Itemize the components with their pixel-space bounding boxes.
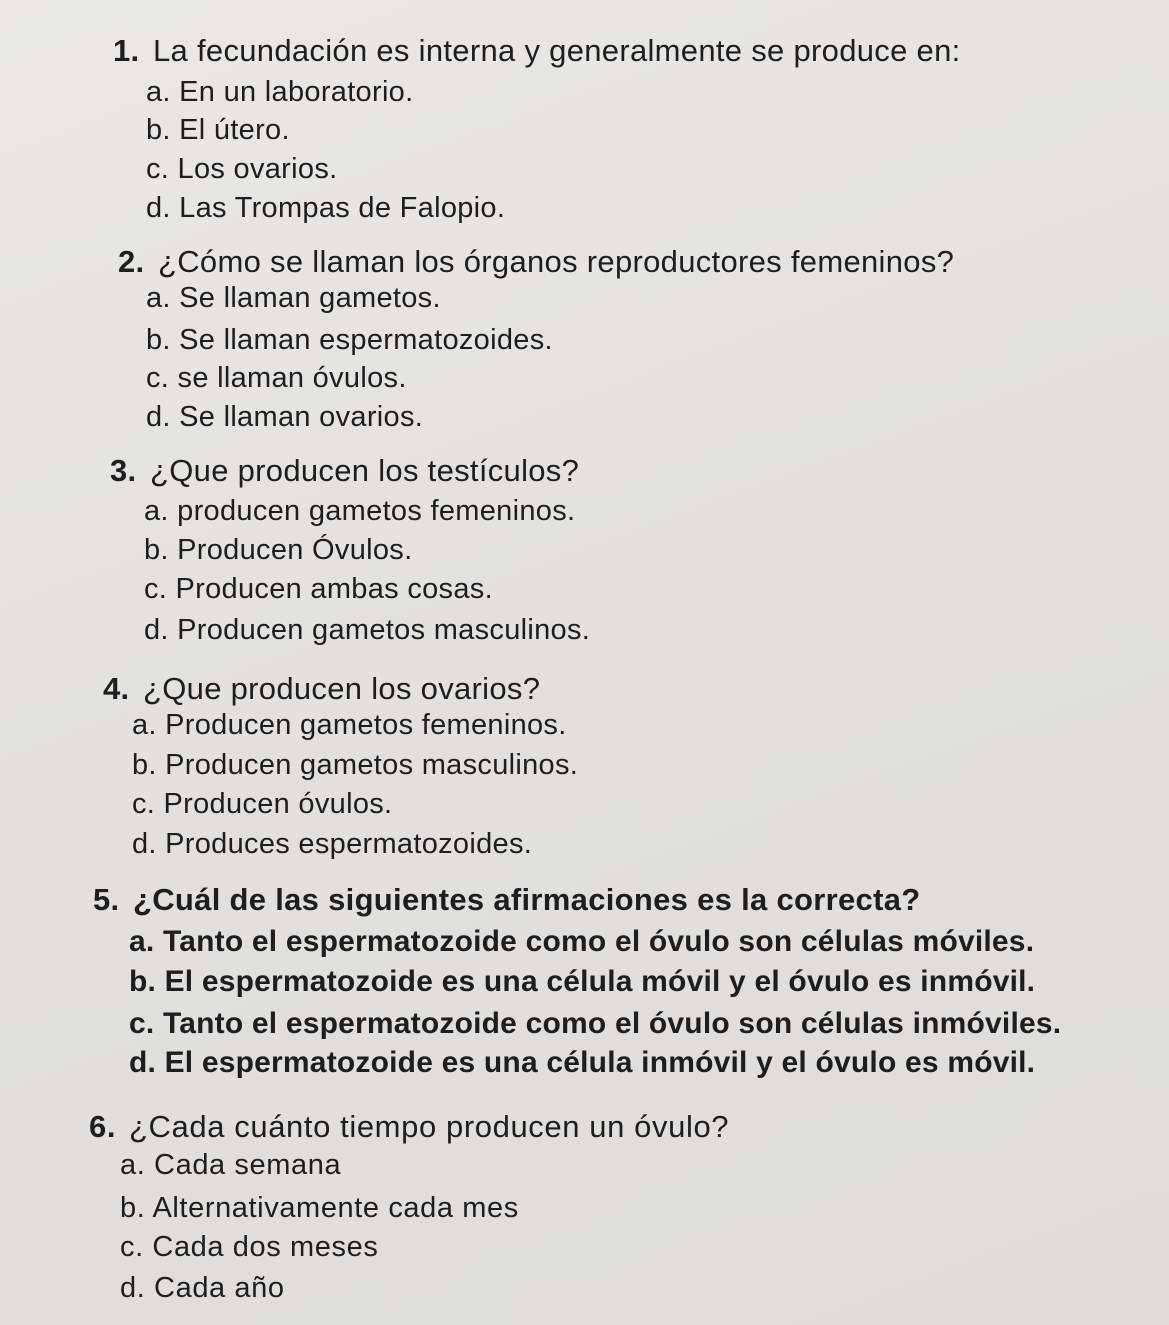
question-5-title <box>93 880 920 920</box>
option-c: c. Cada dos meses <box>120 1231 379 1263</box>
option-d: d. Produces espermatozoides. <box>132 828 533 860</box>
option-a: a. En un laboratorio. <box>146 76 414 108</box>
question-4-title <box>103 669 540 709</box>
question-1-title <box>113 31 961 71</box>
question-text: La fecundación es interna y generalmente se produce en: <box>153 33 961 68</box>
question-number: 2. <box>118 244 145 279</box>
question-number: 3. <box>110 453 137 488</box>
question-text: ¿Que producen los testículos? <box>150 453 580 488</box>
question-3-title <box>110 451 579 491</box>
option-c: c. Producen ambas cosas. <box>144 573 493 605</box>
option-c: c. Producen óvulos. <box>132 788 393 820</box>
option-a: a. Cada semana <box>120 1149 342 1181</box>
question-text: ¿Cada cuánto tiempo producen un óvulo? <box>129 1109 730 1144</box>
option-c: c. Los ovarios. <box>146 153 338 185</box>
option-b: b. El espermatozoide es una célula móvil y el óvulo es inmóvil. <box>129 965 1036 998</box>
option-d: d. Cada año <box>120 1272 285 1304</box>
option-b: b. Producen gametos masculinos. <box>132 749 579 781</box>
option-b: b. Se llaman espermatozoides. <box>146 324 553 356</box>
question-text: ¿Cómo se llaman los órganos reproductores femeninos? <box>158 244 955 279</box>
option-a: a. Tanto el espermatozoide como el óvulo son células móviles. <box>129 925 1035 958</box>
question-6-title <box>89 1107 729 1147</box>
question-number: 1. <box>113 33 140 68</box>
option-c: c. se llaman óvulos. <box>146 362 407 394</box>
question-text: ¿Que producen los ovarios? <box>143 671 541 706</box>
question-number: 5. <box>93 882 120 917</box>
option-c: c. Tanto el espermatozoide como el óvulo son células inmóviles. <box>129 1007 1062 1040</box>
option-b: b. Producen Óvulos. <box>144 534 413 566</box>
question-number: 6. <box>89 1109 117 1144</box>
option-d: d. Las Trompas de Falopio. <box>146 192 506 224</box>
option-a: a. Se llaman gametos. <box>146 282 441 314</box>
option-d: d. Se llaman ovarios. <box>146 401 424 433</box>
option-a: a. Producen gametos femeninos. <box>132 709 567 741</box>
option-b: b. Alternativamente cada mes <box>120 1192 519 1224</box>
option-d: d. Producen gametos masculinos. <box>144 614 591 646</box>
option-b: b. El útero. <box>146 114 290 146</box>
question-text: ¿Cuál de las siguientes afirmaciones es la correcta? <box>133 882 921 917</box>
option-d: d. El espermatozoide es una célula inmóvil y el óvulo es móvil. <box>129 1046 1036 1079</box>
option-a: a. producen gametos femeninos. <box>144 495 576 527</box>
question-2-title <box>118 242 954 282</box>
question-number: 4. <box>103 671 130 706</box>
